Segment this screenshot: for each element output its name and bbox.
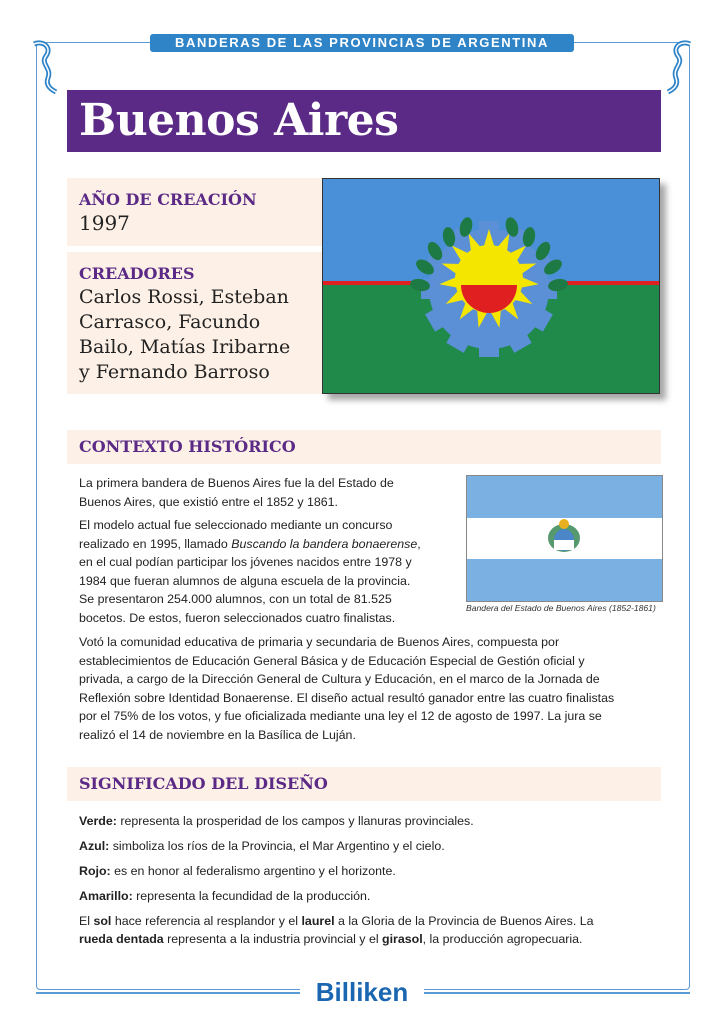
creators-line: y Fernando Barroso: [79, 361, 270, 383]
context-section-header: [67, 430, 661, 464]
meaning-item: Rojo: es en honor al federalismo argentino y el horizonte.: [79, 864, 396, 878]
context-paragraph: Votó la comunidad educativa de primaria y secundaria de Buenos Aires, compuesta por establecimientos de Educación General Básica y de Educación Especial de Gestión oficial y privada, a cargo de la Dirección General de Cultura y Educación, en el marco de la Jornada de Reflexión sobre Identidad Bonaerense. El diseño actual resultó ganador entre las cuatro finalistas por el 75% de los votos, y fue oficializada mediante una ley el 12 de agosto de 1997. La jura se realizó el 14 de noviembre en la Basílica de Luján.: [79, 635, 615, 742]
meaning-heading: SIGNIFICADO DEL DISEÑO: [79, 774, 328, 793]
page-title: Buenos Aires: [79, 95, 399, 146]
footer-line-right: [424, 992, 690, 994]
series-banner: BANDERAS DE LAS PROVINCIAS DE ARGENTINA: [150, 34, 574, 52]
creators-box: [67, 252, 322, 394]
context-paragraph: El modelo actual fue seleccionado mediante un concurso realizado en 1995, llamado Buscando la bandera bonaerense, en el cual podían participar los jóvenes nacidos entre 1978 y 1984 que fueran alumnos de alguna escuela de la provincia. Se presentaron 254.000 alumnos, con un total de 81.525 bocetos. De estos, fueron seleccionados cuatro finalistas.: [79, 518, 421, 625]
year-value: 1997: [79, 211, 130, 235]
billiken-logo: Billiken: [300, 972, 424, 1012]
meaning-list: [79, 812, 669, 955]
buenos-aires-flag-image: [322, 178, 660, 394]
meaning-section-header: [67, 767, 661, 801]
footer-line-left: [36, 992, 300, 994]
context-paragraph: La primera bandera de Buenos Aires fue la del Estado de Buenos Aires, que existió entre el 1852 y 1861.: [79, 476, 394, 509]
creators-line: Bailo, Matías Iribarne: [79, 336, 291, 358]
ribbon-right-icon: [664, 38, 694, 94]
meaning-item: Verde: representa la prosperidad de los campos y llanuras provinciales.: [79, 814, 474, 828]
context-heading: CONTEXTO HISTÓRICO: [79, 437, 296, 456]
old-state-flag-image: [466, 475, 663, 602]
creators-line: Carrasco, Facundo: [79, 311, 261, 333]
creators-label: CREADORES: [79, 264, 195, 283]
creators-line: Carlos Rossi, Esteban: [79, 286, 289, 308]
year-label: AÑO DE CREACIÓN: [79, 190, 257, 209]
ribbon-left-icon: [30, 38, 60, 94]
meaning-item: Azul: simboliza los ríos de la Provincia, el Mar Argentino y el cielo.: [79, 839, 445, 853]
meaning-item: Amarillo: representa la fecundidad de la producción.: [79, 889, 371, 903]
title-bar: [67, 90, 661, 152]
creators-value: [67, 283, 322, 385]
context-text-bottom: [79, 633, 669, 749]
meaning-item: El sol hace referencia al resplandor y el laurel a la Gloria de la Provincia de Buenos Aires. La rueda dentada representa a la industria provincial y el girasol, la producción agropecuaria.: [79, 914, 594, 946]
year-box: [67, 178, 322, 246]
old-flag-caption: Bandera del Estado de Buenos Aires (1852-1861): [466, 603, 656, 613]
context-text-top: [79, 474, 459, 632]
